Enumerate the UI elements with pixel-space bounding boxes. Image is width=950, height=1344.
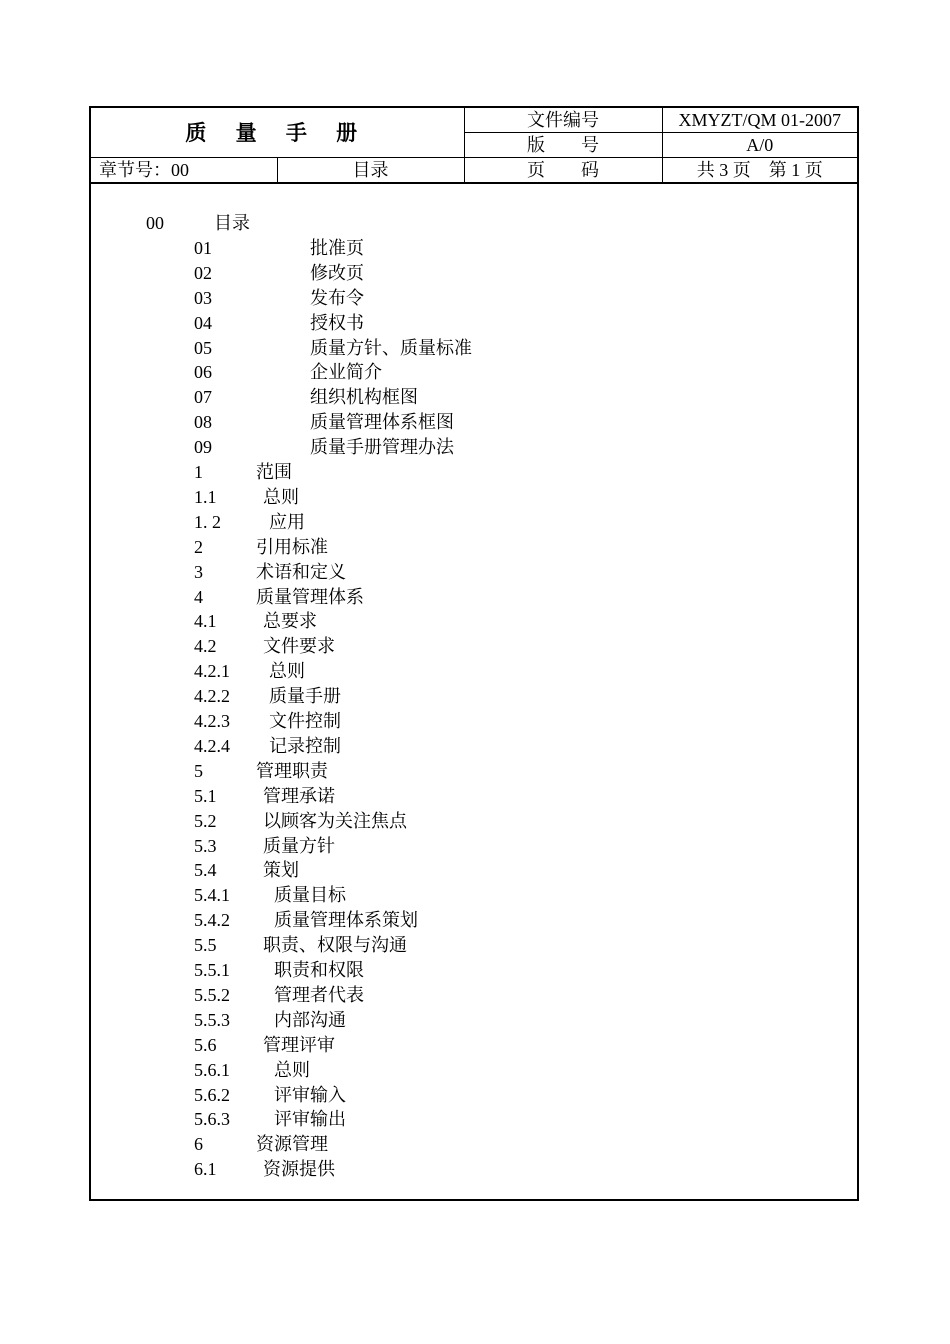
toc-entry-number: 5.1 (194, 785, 217, 806)
toc-entry-number: 07 (194, 387, 212, 408)
toc-entry-title: 修改页 (310, 262, 364, 283)
toc-entry (194, 759, 857, 784)
toc-entry-title: 内部沟通 (274, 1009, 346, 1030)
toc-entry-number: 5.6.2 (194, 1084, 230, 1105)
toc-entry-number: 5.4.2 (194, 910, 230, 931)
toc-entry-number: 00 (146, 213, 164, 233)
toc-entry (146, 211, 857, 236)
toc-entry-number: 01 (194, 237, 212, 258)
toc-entry (194, 609, 857, 634)
toc-entry (194, 336, 857, 361)
toc-entry-title: 术语和定义 (256, 561, 346, 582)
toc-entry-title: 批准页 (310, 237, 364, 258)
toc-entry (194, 560, 857, 585)
toc-entry (194, 958, 857, 983)
toc-entry-title: 企业简介 (310, 362, 382, 383)
page-label: 页 码 (464, 158, 662, 184)
toc-entry (194, 236, 857, 261)
toc-entry-number: 4.2 (194, 636, 217, 657)
toc-entry (194, 933, 857, 958)
toc-entry (194, 485, 857, 510)
toc-entry-number: 1. 2 (194, 511, 221, 532)
toc-entry (194, 286, 857, 311)
toc-entry-number: 4.2.3 (194, 711, 230, 731)
section-name: 目录 (277, 158, 464, 184)
document-frame (89, 106, 859, 1201)
toc-entry-number: 5.4.1 (194, 885, 230, 906)
toc-entry-title: 管理者代表 (274, 984, 364, 1005)
toc-entry (194, 585, 857, 610)
version-value: A/0 (662, 133, 857, 158)
toc-entry-title: 质量管理体系 (256, 586, 364, 607)
toc-entry-number: 5.5.3 (194, 1009, 230, 1030)
toc-entry-title: 资源提供 (263, 1159, 335, 1180)
toc-entry (194, 311, 857, 336)
toc-entry-number: 06 (194, 362, 212, 383)
toc-entry-title: 管理职责 (256, 760, 328, 781)
toc-entry-number: 5.6.3 (194, 1109, 230, 1130)
toc-entry-title: 质量手册 (269, 686, 341, 707)
toc-entry-number: 09 (194, 437, 212, 458)
toc-entry (194, 1132, 857, 1157)
toc-entry (194, 510, 857, 535)
toc-entry (194, 908, 857, 933)
toc-entry-number: 4 (194, 586, 203, 607)
toc-entry-title: 总要求 (263, 611, 317, 632)
toc-entry (194, 435, 857, 460)
toc-entry-title: 目录 (214, 213, 250, 233)
toc-entry-title: 质量管理体系框图 (310, 412, 454, 433)
toc-entry-number: 5.5.2 (194, 984, 230, 1005)
toc-entry-number: 5.4 (194, 860, 217, 881)
toc-entry (194, 784, 857, 809)
toc-entry (194, 1107, 857, 1132)
page-value: 共 3 页 第 1 页 (662, 158, 857, 184)
toc-entry (194, 1157, 857, 1182)
doc-number-value: XMYZT/QM 01-2007 (662, 108, 857, 133)
toc-entry-title: 总则 (263, 486, 299, 507)
toc-entry-title: 质量目标 (274, 885, 346, 906)
toc-entry-number: 2 (194, 536, 203, 557)
toc-entry (194, 385, 857, 410)
toc-entry (194, 535, 857, 560)
toc-entry (194, 1033, 857, 1058)
toc-entry (194, 883, 857, 908)
toc-entry-number: 1 (194, 462, 203, 482)
toc-entry-number: 5.5.1 (194, 960, 230, 980)
toc-entry-title: 质量管理体系策划 (274, 910, 418, 931)
toc-entry-title: 记录控制 (269, 735, 341, 756)
toc-entry (194, 983, 857, 1008)
toc-entry-number: 05 (194, 337, 212, 358)
toc-entry-number: 04 (194, 312, 212, 333)
toc-entry-number: 5.3 (194, 835, 217, 856)
toc-entry-title: 总则 (274, 1059, 310, 1080)
toc-entry (194, 659, 857, 684)
toc-entry-number: 3 (194, 561, 203, 582)
toc-entry-title: 总则 (269, 661, 305, 682)
toc-entry-title: 文件控制 (269, 711, 341, 731)
toc-entry-title: 评审输入 (274, 1084, 346, 1105)
toc-entry-title: 管理评审 (263, 1034, 335, 1055)
toc-entry-title: 策划 (263, 860, 299, 881)
toc-entry (194, 734, 857, 759)
chapter-number: 章节号：00 (91, 158, 277, 184)
toc-entry-title: 授权书 (310, 312, 364, 333)
toc-entry-number: 4.2.4 (194, 735, 230, 756)
toc-entry-number: 4.2.1 (194, 661, 230, 682)
toc-entry (194, 809, 857, 834)
toc-entry (194, 858, 857, 883)
toc-entry-number: 5 (194, 760, 203, 781)
toc-entry-number: 5.5 (194, 935, 217, 956)
toc-entry-title: 质量方针、质量标准 (310, 337, 472, 358)
toc-entry-number: 5.6 (194, 1034, 217, 1055)
toc-entry-title: 应用 (269, 511, 305, 532)
toc-entry-number: 1.1 (194, 486, 217, 507)
toc-entry-number: 5.2 (194, 810, 217, 831)
toc-entry-number: 03 (194, 287, 212, 308)
toc-entry-number: 02 (194, 262, 212, 283)
toc-entry (194, 261, 857, 286)
toc-entry-title: 发布令 (310, 287, 364, 308)
toc-entry (194, 460, 857, 485)
toc-entry-title: 资源管理 (256, 1134, 328, 1155)
toc-entry-title: 评审输出 (274, 1109, 346, 1130)
toc-entry-number: 4.1 (194, 611, 217, 632)
document-title: 质 量 手 册 (91, 108, 464, 158)
toc-entry-title: 管理承诺 (263, 785, 335, 806)
toc-entry (194, 709, 857, 734)
toc-entry (194, 1008, 857, 1033)
toc-entry (194, 410, 857, 435)
version-label: 版 号 (464, 133, 662, 158)
toc-entry-title: 职责、权限与沟通 (263, 935, 407, 956)
toc-entry-title: 质量手册管理办法 (310, 437, 454, 458)
toc-entry-number: 5.6.1 (194, 1059, 230, 1080)
toc-entry-number: 6.1 (194, 1159, 217, 1180)
toc-entry (194, 360, 857, 385)
toc-entry-number: 08 (194, 412, 212, 433)
header-table (91, 108, 857, 184)
toc-entry (194, 1083, 857, 1108)
toc-entry-title: 范围 (256, 462, 292, 482)
toc-entry-number: 4.2.2 (194, 686, 230, 707)
toc-entry (194, 634, 857, 659)
toc-entry (194, 1058, 857, 1083)
doc-number-label: 文件编号 (464, 108, 662, 133)
toc-entry-title: 引用标准 (256, 536, 328, 557)
toc-entry-title: 职责和权限 (274, 960, 364, 980)
toc-entry-title: 以顾客为关注焦点 (263, 810, 407, 831)
toc-entry (194, 684, 857, 709)
toc-entry-title: 组织机构框图 (310, 387, 418, 408)
toc-entry-title: 文件要求 (263, 636, 335, 657)
toc-entry (194, 834, 857, 859)
toc-entry-number: 6 (194, 1134, 203, 1155)
toc-entry-title: 质量方针 (263, 835, 335, 856)
